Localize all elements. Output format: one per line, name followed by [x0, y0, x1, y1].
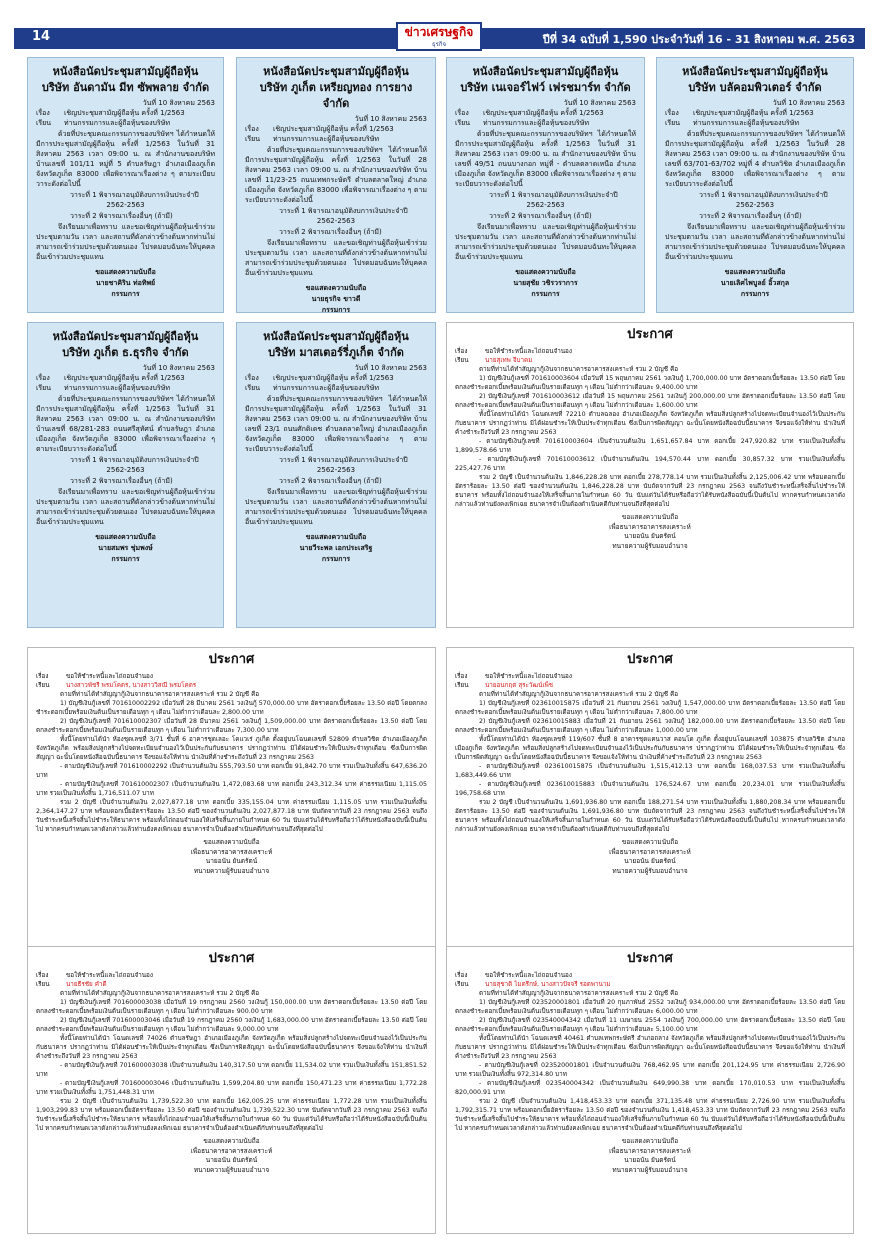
agenda-year: 2562-2563 — [106, 201, 145, 209]
signer-name: นายเลิศไพบูลย์ อิ้วสกุล — [720, 279, 790, 287]
signer-role: ทนายความผู้รับมอบอำนาจ — [612, 1165, 688, 1174]
subject-text: เชิญประชุมสามัญผู้ถือหุ้น ครั้งที่ 1/2563 — [64, 109, 185, 117]
recipient-text: ท่านกรรมการและผู้ถือหุ้นของบริษัท — [273, 135, 379, 143]
subject-row — [455, 971, 845, 980]
meeting-body: ด้วยที่ประชุมคณะกรรมการของบริษัทฯ ได้กำหนดให้มีการประชุมสามัญผู้ถือหุ้น ครั้งที่ 1/2563 ในวันที่ 31 สิงหาคม 2563 เวลา 09:00 น. ณ สำนักงานของบริษัท บ้านเลขที่ 23/1 ถนนศักดิเดช ตำบลตลาดใหญ่ อำเภอเมืองภูเก็ต จังหวัดภูเก็ต 83000 เพื่อพิจารณาเรื่องต่าง ๆ ตามระเบียบวาระดังต่อไปนี้ — [245, 395, 427, 453]
agenda-item-2: วาระที่ 2 พิจารณาเรื่องอื่นๆ (ถ้ามี) — [70, 477, 173, 485]
regards-text: ขอแสดงความนับถือ — [621, 1137, 679, 1145]
subject-row — [36, 971, 427, 980]
invitation-text: จึงเรียนมาเพื่อทราบ และขอเชิญท่านผู้ถือหุ้นเข้าร่วมประชุมตามวัน เวลา และสถานที่ดังกล่าวข้างต้นหากท่านไม่สามารถเข้าร่วมประชุมด้วยตนเอง โปรดมอบฉันทะให้บุคคลอื่นเข้าร่วมประชุมแทน — [665, 223, 845, 261]
recipient-label: เรียน — [665, 119, 681, 127]
signature-block — [36, 267, 215, 300]
signer-name: นายอนัน ยันตรัตน์ — [205, 857, 258, 865]
balance-account-1: - ตามบัญชีเงินกู้เลขที่ 023610015875 เป็นจำนวนต้นเงิน 1,515,412.13 บาท ดอกเบี้ย 168,037.53 บาท รวมเป็นเงินทั้งสิ้น 1,683,449.66 บาท — [455, 763, 845, 779]
recipient-row — [245, 383, 427, 393]
recipient-row — [665, 118, 845, 128]
regards-text: ขอแสดงความนับถือ — [95, 533, 156, 541]
signer-name: นายสุชัย วชิรวราการ — [513, 279, 578, 287]
agenda-item-2: วาระที่ 2 พิจารณาเรื่องอื่นๆ (ถ้ามี) — [489, 212, 592, 220]
recipient-text: ท่านกรรมการและผู้ถือหุ้นของบริษัท — [483, 119, 589, 127]
recipient-row — [455, 356, 845, 365]
agenda-year: 2562-2563 — [106, 466, 145, 474]
invitation-text: จึงเรียนมาเพื่อทราบ และขอเชิญท่านผู้ถือหุ้นเข้าร่วมประชุมตามวัน เวลา และสถานที่ดังกล่าวข้างต้นหากท่านไม่สามารถเข้าร่วมประชุมด้วยตนเอง โปรดมอบฉันทะให้บุคคลอื่นเข้าร่วมประชุมแทน — [36, 223, 215, 261]
total-balance: รวม 2 บัญชี เป็นจำนวนต้นเงิน 1,418,453.33 บาท ดอกเบี้ย 371,135.48 บาท ค่าธรรมเนียม 2,726.90 บาท รวมเป็นเงินทั้งสิ้น 1,792,315.71 บาท พร้อมดอกเบี้ยอัตราร้อยละ 13.50 ต่อปี ของจำนวนต้นเงิน 1,418,453.33 บาท นับถัดจากวันที่ 23 กรกฎาคม 2563 จนถึงวันชำระหนี้เสร็จสิ้นไปชำระให้ธนาคาร พร้อมทั้งไถ่ถอนจำนองให้เสร็จสิ้นภายในกำหนด 60 วัน นับแต่วันได้รับหรือถือว่าได้รับหนังสือฉบับนี้เป็นต้นไป หากครบกำหนดเวลาดังกล่าวแล้วท่านยังคงเพิกเฉย ธนาคารจำเป็นต้องดำเนินคดีกับท่านจนถึงที่สุดต่อไป — [455, 1098, 845, 1132]
recipient-row — [36, 118, 215, 128]
subject-row — [455, 108, 636, 118]
invitation-text: จึงเรียนมาเพื่อทราบ และขอเชิญท่านผู้ถือหุ้นเข้าร่วมประชุมตามวัน เวลา และสถานที่ดังกล่าวข้างต้นหากท่านไม่สามารถเข้าร่วมประชุมด้วยตนเอง โปรดมอบฉันทะให้บุคคลอื่นเข้าร่วมประชุมแทน — [36, 488, 215, 526]
signature-block — [455, 1137, 845, 1175]
recipient-text: นายอนกฤต สุระวัฒน์เพ็ช — [485, 682, 554, 689]
recipient-text: นางสาวพัชรี พรมโคตร, นางสาววิสณี พรมโคตร — [66, 682, 197, 689]
loan-account-2: 2) บัญชีเงินกู้เลขที่ 023540004342 เมื่อวันที่ 11 เมษายน 2554 วงเงินกู้ 700,000.00 บาท อัตราดอกเบี้ยร้อยละ 13.50 ต่อปี โดยตกลงชำระดอกเบี้ยพร้อมเงินต้นเป็นรายเดือนทุก ๆ เดือน ไม่ต่ำกว่าเดือนละ 5,100.00 บาท — [455, 1017, 845, 1033]
meeting-notice-5 — [27, 322, 224, 628]
page-number: 14 — [32, 29, 51, 44]
bank-name: เพื่อธนาคารอาคารสงเคราะห์ — [609, 847, 691, 856]
meeting-notice-2 — [236, 57, 436, 313]
signature-block — [36, 1137, 427, 1175]
total-balance: รวม 2 บัญชี เป็นจำนวนต้นเงิน 1,846,228.28 บาท ดอกเบี้ย 278,778.14 บาท รวมเป็นเงินทั้งสิ้น 2,125,006.42 บาท พร้อมดอกเบี้ยอัตราร้อยละ 13.50 ต่อปี ของจำนวนต้นเงิน 1,846,228.28 บาท นับถัดจากวันที่ 23 กรกฎาคม 2563 จนถึงวันชำระหนี้เสร็จสิ้นไปชำระให้ธนาคาร พร้อมทั้งไถ่ถอนจำนองให้เสร็จสิ้นภายในกำหนด 60 วัน นับแต่วันได้รับหรือถือว่าได้รับหนังสือฉบับนี้เป็นต้นไป หากครบกำหนดเวลาดังกล่าวแล้วท่านยังคงเพิกเฉย ธนาคารจำเป็นต้องดำเนินคดีกับท่านจนถึงที่สุดต่อไป — [455, 474, 845, 508]
agenda-item-2: วาระที่ 2 พิจารณาเรื่องอื่นๆ (ถ้ามี) — [279, 228, 382, 236]
notice-title: ประกาศ — [627, 951, 673, 966]
signer-role: ทนายความผู้รับมอบอำนาจ — [612, 866, 688, 875]
subject-label: เรื่อง — [36, 109, 50, 117]
loan-account-1: 1) บัญชีเงินกู้เลขที่ 701600003038 เมื่อวันที่ 19 กรกฎาคม 2560 วงเงินกู้ 150,000.00 บาท อัตราดอกเบี้ยร้อยละ 13.50 ต่อปี โดยตกลงชำระดอกเบี้ยพร้อมเงินต้นเป็นรายเดือนทุก ๆ เดือน ไม่ต่ำกว่าเดือนละ 900.00 บาท — [36, 999, 427, 1015]
loan-account-2: 2) บัญชีเงินกู้เลขที่ 701610003612 เมื่อวันที่ 15 พฤษภาคม 2561 วงเงินกู้ 200,000.00 บาท อัตราดอกเบี้ยร้อยละ 13.50 ต่อปี โดยตกลงชำระดอกเบี้ยพร้อมเงินต้นเป็นรายเดือนทุก ๆ เดือน ไม่ต่ำกว่าเดือนละ 1,600.00 บาท — [455, 393, 845, 409]
subject-label: เรื่อง — [245, 374, 259, 382]
signer-name: นายอนัน ยันตรัตน์ — [624, 1156, 676, 1164]
balance-account-1: - ตามบัญชีเงินกู้เลขที่ 701600003038 เป็นจำนวนต้นเงิน 140,317.50 บาท ดอกเบี้ย 11,534.02 บาท รวมเป็นเงินทั้งสิ้น 151,851.52 บาท — [36, 1062, 427, 1078]
recipient-label: เรียน — [455, 119, 471, 127]
subject-text: ขอให้ชำระหนี้และไถ่ถอนจำนอง — [66, 673, 153, 680]
regards-text: ขอแสดงความนับถือ — [203, 838, 260, 846]
signer-name: นายอนัน ยันตรัตน์ — [624, 532, 676, 540]
recipient-text: นายธีรชัย คำดี — [66, 981, 107, 988]
recipient-label: เรียน — [36, 682, 50, 689]
recipient-row — [36, 980, 427, 989]
recipient-row — [455, 118, 636, 128]
recipient-text: ท่านกรรมการและผู้ถือหุ้นของบริษัท — [64, 119, 170, 127]
balance-account-2: - ตามบัญชีเงินกู้เลขที่ 023540004342 เป็นจำนวนต้นเงิน 649,990.38 บาท ดอกเบี้ย 170,010.53 บาท รวมเป็นเงินทั้งสิ้น 820,000.91 บาท — [455, 1080, 845, 1096]
subject-text: เชิญประชุมสามัญผู้ถือหุ้น ครั้งที่ 1/2563 — [64, 374, 185, 382]
regards-text: ขอแสดงความนับถือ — [724, 268, 786, 276]
balance-account-2: - ตามบัญชีเงินกู้เลขที่ 701600003046 เป็นจำนวนต้นเงิน 1,599,204.80 บาท ดอกเบี้ย 150,471.23 บาท ค่าธรรมเนียม 1,772.28 บาท รวมเป็นเงินทั้งสิ้น 1,751,448.31 บาท — [36, 1080, 427, 1096]
subject-text: เชิญประชุมสามัญผู้ถือหุ้น ครั้งที่ 1/2563 — [273, 374, 394, 382]
loan-account-2: 2) บัญชีเงินกู้เลขที่ 023610015883 เมื่อวันที่ 21 กันยายน 2561 วงเงินกู้ 182,000.00 บาท อัตราดอกเบี้ยร้อยละ 13.50 ต่อปี โดยตกลงชำระดอกเบี้ยพร้อมเงินต้นเป็นรายเดือนทุก ๆ เดือน ไม่ต่ำกว่าเดือนละ 1,000.00 บาท — [455, 718, 845, 734]
signature-block — [455, 267, 636, 300]
agenda-item-1: วาระที่ 1 พิจารณาอนุมัติงบการเงินประจำปี — [489, 191, 618, 199]
subject-row — [245, 124, 427, 134]
signer-role: กรรมการ — [111, 290, 140, 298]
subject-row — [36, 672, 427, 681]
agenda-item-2: วาระที่ 2 พิจารณาเรื่องอื่นๆ (ถ้ามี) — [279, 477, 382, 485]
signer-name: นายชาคิริน ท่อทิพย์ — [95, 279, 156, 287]
recipient-text: นายสุชาติ ไมตรีกษ์, นางสาวปัจจรี รอดพานาม — [485, 981, 611, 988]
balance-account-2: - ตามบัญชีเงินกู้เลขที่ 701610003612 เป็นจำนวนต้นเงิน 194,570.44 บาท ดอกเบี้ย 30,857.32 บาท รวมเป็นเงินทั้งสิ้น 225,427.76 บาท — [455, 456, 845, 472]
company-name: บริษัท ภูเก็ต เหรียญทอง การยาง จำกัด — [259, 81, 413, 110]
notice-title: ประกาศ — [208, 652, 255, 667]
mortgage-notice-3 — [446, 647, 854, 952]
agenda-item-1: วาระที่ 1 พิจารณาอนุมัติงบการเงินประจำปี — [279, 456, 408, 464]
signer-name: นายอนัน ยันตรัตน์ — [205, 1156, 258, 1164]
subject-text: ขอให้ชำระหนี้และไถ่ถอนจำนอง — [485, 972, 572, 979]
subject-text: ขอให้ชำระหนี้และไถ่ถอนจำนอง — [66, 972, 153, 979]
notice-title: ประกาศ — [627, 327, 673, 342]
regards-text: ขอแสดงความนับถือ — [515, 268, 576, 276]
loan-account-2: 2) บัญชีเงินกู้เลขที่ 701600003046 เมื่อวันที่ 19 กรกฎาคม 2560 วงเงินกู้ 1,683,000.00 บาท อัตราดอกเบี้ยร้อยละ 13.50 ต่อปี โดยตกลงชำระดอกเบี้ยพร้อมเงินต้นเป็นรายเดือนทุก ๆ เดือน ไม่ต่ำกว่าเดือนละ 9,000.00 บาท — [36, 1017, 427, 1033]
recipient-label: เรียน — [455, 357, 469, 364]
mortgage-notice-1 — [446, 322, 854, 628]
mortgage-notice-2 — [27, 647, 436, 952]
subject-row — [665, 108, 845, 118]
subject-row — [36, 108, 215, 118]
meeting-title: หนังสือนัดประชุมสามัญผู้ถือหุ้น — [52, 65, 199, 78]
company-name: บริษัท อันดามัน มีท ซัพพลาย จำกัด — [41, 81, 210, 94]
signer-role: ทนายความผู้รับมอบอำนาจ — [612, 541, 688, 550]
signature-block — [36, 532, 215, 565]
meeting-title: หนังสือนัดประชุมสามัญผู้ถือหุ้น — [52, 330, 199, 343]
loan-account-1: 1) บัญชีเงินกู้เลขที่ 701610003604 เมื่อวันที่ 15 พฤษภาคม 2561 วงเงินกู้ 1,700,000.00 บาท อัตราดอกเบี้ยร้อยละ 13.50 ต่อปี โดยตกลงชำระดอกเบี้ยพร้อมเงินต้นเป็นรายเดือนทุก ๆ เดือน ไม่ต่ำกว่าเดือนละ 9,400.00 บาท — [455, 375, 845, 391]
recipient-row — [455, 681, 845, 690]
agenda-item-2: วาระที่ 2 พิจารณาเรื่องอื่นๆ (ถ้ามี) — [70, 212, 173, 220]
invitation-text: จึงเรียนมาเพื่อทราบ และขอเชิญท่านผู้ถือหุ้นเข้าร่วมประชุมตามวัน เวลา และสถานที่ดังกล่าวข้างต้นหากท่านไม่สามารถเข้าร่วมประชุมด้วยตนเอง โปรดมอบฉันทะให้บุคคลอื่นเข้าร่วมประชุมแทน — [245, 239, 427, 277]
agenda-item-1: วาระที่ 1 พิจารณาอนุมัติงบการเงินประจำปี — [699, 191, 828, 199]
notice-title: ประกาศ — [208, 951, 255, 966]
meeting-date: วันที่ 10 สิงหาคม 2563 — [142, 364, 215, 372]
agenda-year: 2562-2563 — [316, 466, 356, 474]
recipient-label: เรียน — [245, 384, 261, 392]
recipient-text: ท่านกรรมการและผู้ถือหุ้นของบริษัท — [273, 384, 379, 392]
subject-text: ขอให้ชำระหนี้และไถ่ถอนจำนอง — [485, 348, 572, 355]
issue-info: ปีที่ 34 ฉบับที่ 1,590 ประจำวันที่ 16 - 31 สิงหาคม พ.ศ. 2563 — [542, 33, 855, 46]
recipient-row — [245, 134, 427, 144]
balance-account-1: - ตามบัญชีเงินกู้เลขที่ 023520001801 เป็นจำนวนต้นเงิน 768,462.95 บาท ดอกเบี้ย 201,124.95 บาท ค่าธรรมเนียม 2,726.90 บาท รวมเป็นเงินทั้งสิ้น 972,314.80 บาท — [455, 1062, 845, 1078]
subject-text: เชิญประชุมสามัญผู้ถือหุ้น ครั้งที่ 1/2563 — [483, 109, 604, 117]
signature-block — [455, 513, 845, 551]
meeting-notice-6 — [236, 322, 436, 628]
signature-block — [245, 532, 427, 565]
meeting-body: ด้วยที่ประชุมคณะกรรมการของบริษัทฯ ได้กำหนดให้มีการประชุมสามัญผู้ถือหุ้น ครั้งที่ 1/2563 ในวันที่ 31 สิงหาคม 2563 เวลา 09:00 น. ณ สำนักงานของบริษัท บ้านเลขที่ 49/51 ถนนบางกอก หมู่ที่ - ตำบลตลาดเหนือ อำเภอเมืองภูเก็ต จังหวัดภูเก็ต 83000 เพื่อพิจารณาเรื่องต่าง ๆ ตามระเบียบวาระดังต่อไปนี้ — [455, 130, 636, 188]
collateral-text: ทั้งนี้โดยท่านได้นำ โฉนดเลขที่ 40461 ตำบลเทพกระษัตรี อำเภอถลาง จังหวัดภูเก็ต พร้อมสิ่งปลูกสร้างไปจดทะเบียนจำนองไว้เป็นประกันกับธนาคาร ปรากฏว่าท่าน มิได้ผ่อนชำระให้เป็นประจำทุกเดือน ซึ่งเป็นการผิดสัญญา ฉะนั้นโดยหนังสือฉบับนี้ธนาคาร จึงขอแจ้งให้ท่าน นำเงินที่ค้างชำระถึงวันที่ 23 กรกฎาคม 2563 — [455, 1035, 845, 1060]
company-name: บริษัท บลัคอมพิวเตอร์ จำกัด — [688, 81, 822, 94]
subject-label: เรื่อง — [455, 109, 469, 117]
signer-name: นายธุรกิจ ขาวดี — [311, 295, 361, 303]
invitation-text: จึงเรียนมาเพื่อทราบ และขอเชิญท่านผู้ถือหุ้นเข้าร่วมประชุมตามวัน เวลา และสถานที่ดังกล่าวข้างต้นหากท่านไม่สามารถเข้าร่วมประชุมด้วยตนเอง โปรดมอบฉันทะให้บุคคลอื่นเข้าร่วมประชุมแทน — [455, 223, 636, 261]
total-balance: รวม 2 บัญชี เป็นจำนวนต้นเงิน 1,691,936.80 บาท ดอกเบี้ย 188,271.54 บาท รวมเป็นเงินทั้งสิ้น 1,880,208.34 บาท พร้อมดอกเบี้ยอัตราร้อยละ 13.50 ต่อปี ของจำนวนต้นเงิน 1,691,936.80 บาท นับถัดจากวันที่ 23 กรกฎาคม 2563 จนถึงวันชำระหนี้เสร็จสิ้นไปชำระให้ธนาคาร พร้อมทั้งไถ่ถอนจำนองให้เสร็จสิ้นภายในกำหนด 60 วัน นับแต่วันได้รับหรือถือว่าได้รับหนังสือฉบับนี้เป็นต้นไป หากครบกำหนดเวลาดังกล่าวแล้วท่านยังคงเพิกเฉย ธนาคารจำเป็นต้องดำเนินคดีกับท่านจนถึงที่สุดต่อไป — [455, 799, 845, 833]
balance-account-2: - ตามบัญชีเงินกู้เลขที่ 701610002307 เป็นจำนวนต้นเงิน 1,472,083.68 บาท ดอกเบี้ย 243,312.34 บาท ค่าธรรมเนียม 1,115.05 บาท รวมเป็นเงินทั้งสิ้น 1,716,511.07 บาท — [36, 781, 427, 797]
subject-label: เรื่อง — [665, 109, 679, 117]
loan-intro: ตามที่ท่านได้ทำสัญญากู้เงินจากธนาคารอาคารสงเคราะห์ รวม 2 บัญชี คือ — [479, 691, 679, 698]
invitation-text: จึงเรียนมาเพื่อทราบ และขอเชิญท่านผู้ถือหุ้นเข้าร่วมประชุมตามวัน เวลา และสถานที่ดังกล่าวข้างต้นหากท่านไม่สามารถเข้าร่วมประชุมด้วยตนเอง โปรดมอบฉันทะให้บุคคลอื่นเข้าร่วมประชุมแทน — [245, 488, 427, 526]
loan-intro: ตามที่ท่านได้ทำสัญญากู้เงินจากธนาคารอาคารสงเคราะห์ รวม 2 บัญชี คือ — [479, 366, 679, 373]
subject-label: เรื่อง — [36, 673, 49, 680]
subject-text: เชิญประชุมสามัญผู้ถือหุ้น ครั้งที่ 1/2563 — [273, 125, 394, 133]
meeting-notice-1 — [27, 57, 224, 313]
bank-name: เพื่อธนาคารอาคารสงเคราะห์ — [190, 1146, 273, 1155]
agenda-year: 2562-2563 — [735, 201, 775, 209]
total-balance: รวม 2 บัญชี เป็นจำนวนต้นเงิน 1,739,522.30 บาท ดอกเบี้ย 162,005.25 บาท ค่าธรรมเนียม 1,772.28 บาท รวมเป็นเงินทั้งสิ้น 1,903,299.83 บาท พร้อมดอกเบี้ยอัตราร้อยละ 13.50 ต่อปี ของจำนวนต้นเงิน 1,739,522.30 บาท นับถัดจากวันที่ 23 กรกฎาคม 2563 จนถึงวันชำระหนี้เสร็จสิ้นไปชำระให้ธนาคาร พร้อมทั้งไถ่ถอนจำนองให้เสร็จสิ้นภายในกำหนด 60 วัน นับแต่วันได้รับหรือถือว่าได้รับหนังสือฉบับนี้เป็นต้นไป หากครบกำหนดเวลาดังกล่าวแล้วท่านยังคงเพิกเฉย ธนาคารจำเป็นต้องดำเนินคดีกับท่านจนถึงที่สุดต่อไป — [36, 1098, 427, 1132]
recipient-label: เรียน — [245, 135, 261, 143]
subject-label: เรื่อง — [455, 972, 468, 979]
company-name: บริษัท มาสเตอร์รี่ภูเก็ต จำกัด — [268, 346, 404, 359]
newspaper-logo — [396, 22, 482, 51]
signer-name: นายอนัน ยันตรัตน์ — [624, 857, 676, 865]
meeting-title: หนังสือนัดประชุมสามัญผู้ถือหุ้น — [472, 65, 619, 78]
collateral-text: ทั้งนี้โดยท่านได้นำ โฉนดเลขที่ 74026 ตำบลรัษฎา อำเภอเมืองภูเก็ต จังหวัดภูเก็ต พร้อมสิ่งปลูกสร้างไปจดทะเบียนจำนองไว้เป็นประกันกับธนาคาร ปรากฏว่าท่าน มิได้ผ่อนชำระให้เป็นประจำทุกเดือน ซึ่งเป็นการผิดสัญญา ฉะนั้นโดยหนังสือฉบับนี้ธนาคาร จึงขอแจ้งให้ท่าน นำเงินที่ค้างชำระถึงวันที่ 23 กรกฎาคม 2563 — [36, 1035, 427, 1060]
logo-sub-text: ธุรกิจ — [431, 41, 447, 48]
meeting-date: วันที่ 10 สิงหาคม 2563 — [142, 99, 215, 107]
recipient-row — [36, 383, 215, 393]
recipient-label: เรียน — [36, 119, 52, 127]
total-balance: รวม 2 บัญชี เป็นจำนวนต้นเงิน 2,027,877.18 บาท ดอกเบี้ย 335,155.04 บาท ค่าธรรมเนียม 1,115.05 บาท รวมเป็นเงินทั้งสิ้น 2,364,147.27 บาท พร้อมดอกเบี้ยอัตราร้อยละ 13.50 ต่อปี ของจำนวนต้นเงิน 2,027,877.18 บาท นับถัดจากวันที่ 23 กรกฎาคม 2563 จนถึงวันชำระหนี้เสร็จสิ้นไปชำระให้ธนาคาร พร้อมทั้งไถ่ถอนจำนองให้เสร็จสิ้นภายในกำหนด 60 วัน นับแต่วันได้รับหรือถือว่าได้รับหนังสือฉบับนี้เป็นต้นไป หากครบกำหนดเวลาดังกล่าวแล้วท่านยังคงเพิกเฉย ธนาคารจำเป็นต้องดำเนินคดีกับท่านจนถึงที่สุดต่อไป — [36, 799, 427, 833]
recipient-row — [455, 980, 845, 989]
signer-role: กรรมการ — [111, 555, 140, 563]
subject-text: เชิญประชุมสามัญผู้ถือหุ้น ครั้งที่ 1/2563 — [693, 109, 814, 117]
signer-role: ทนายความผู้รับมอบอำนาจ — [193, 866, 270, 875]
loan-account-1: 1) บัญชีเงินกู้เลขที่ 023520001801 เมื่อวันที่ 20 กุมภาพันธ์ 2552 วงเงินกู้ 934,000.00 บาท อัตราดอกเบี้ยร้อยละ 13.50 ต่อปี โดยตกลงชำระดอกเบี้ยพร้อมเงินต้นเป็นรายเดือนทุก ๆ เดือน ไม่ต่ำกว่าเดือนละ 6,000.00 บาท — [455, 999, 845, 1015]
agenda-year: 2562-2563 — [316, 217, 356, 225]
subject-row — [245, 373, 427, 383]
regards-text: ขอแสดงความนับถือ — [305, 284, 367, 292]
agenda-item-2: วาระที่ 2 พิจารณาเรื่องอื่นๆ (ถ้ามี) — [699, 212, 802, 220]
signature-block — [36, 838, 427, 876]
balance-account-1: - ตามบัญชีเงินกู้เลขที่ 701610003604 เป็นจำนวนต้นเงิน 1,651,657.84 บาท ดอกเบี้ย 247,920.82 บาท รวมเป็นเงินทั้งสิ้น 1,899,578.66 บาท — [455, 438, 845, 454]
balance-account-1: - ตามบัญชีเงินกู้เลขที่ 701610002292 เป็นจำนวนต้นเงิน 555,793.50 บาท ดอกเบี้ย 91,842.70 บาท รวมเป็นเงินทั้งสิ้น 647,636.20 บาท — [36, 763, 427, 779]
recipient-text: นายสุเทพ จีบาคม — [485, 357, 533, 364]
company-name: บริษัท ภูเก็ต ธ.ธุรกิจ จำกัด — [62, 346, 189, 359]
signer-role: กรรมการ — [321, 306, 351, 313]
bank-name: เพื่อธนาคารอาคารสงเคราะห์ — [190, 847, 273, 856]
regards-text: ขอแสดงความนับถือ — [95, 268, 156, 276]
recipient-text: ท่านกรรมการและผู้ถือหุ้นของบริษัท — [693, 119, 799, 127]
regards-text: ขอแสดงความนับถือ — [305, 533, 367, 541]
bank-name: เพื่อธนาคารอาคารสงเคราะห์ — [609, 1146, 691, 1155]
subject-row — [36, 373, 215, 383]
signature-block — [455, 838, 845, 876]
recipient-label: เรียน — [36, 981, 50, 988]
subject-row — [455, 672, 845, 681]
signature-block — [665, 267, 845, 300]
bank-name: เพื่อธนาคารอาคารสงเคราะห์ — [609, 522, 691, 531]
recipient-row — [36, 681, 427, 690]
subject-label: เรื่อง — [36, 374, 50, 382]
meeting-date: วันที่ 10 สิงหาคม 2563 — [354, 115, 427, 123]
mortgage-notice-4 — [27, 946, 436, 1234]
signer-role: กรรมการ — [531, 290, 560, 298]
recipient-label: เรียน — [455, 981, 469, 988]
meeting-body: ด้วยที่ประชุมคณะกรรมการของบริษัทฯ ได้กำหนดให้มีการประชุมสามัญผู้ถือหุ้น ครั้งที่ 1/2563 ในวันที่ 31 สิงหาคม 2563 เวลา 09:00 น. ณ สำนักงานของบริษัท บ้านเลขที่ 101/11 หมู่ที่ 5 ตำบลรัษฎา อำเภอเมืองภูเก็ต จังหวัดภูเก็ต 83000 เพื่อพิจารณาเรื่องต่าง ๆ ตามระเบียบ วาระดังต่อไปนี้ — [36, 130, 215, 188]
mortgage-notice-5 — [446, 946, 854, 1234]
balance-account-2: - ตามบัญชีเงินกู้เลขที่ 023610015883 เป็นจำนวนต้นเงิน 176,524.67 บาท ดอกเบี้ย 20,234.01 บาท รวมเป็นเงินทั้งสิ้น 196,758.68 บาท — [455, 781, 845, 797]
agenda-item-1: วาระที่ 1 พิจารณาอนุมัติงบการเงินประจำปี — [70, 456, 199, 464]
signer-role: กรรมการ — [740, 290, 770, 298]
subject-label: เรื่อง — [36, 972, 49, 979]
meeting-title: หนังสือนัดประชุมสามัญผู้ถือหุ้น — [263, 330, 409, 343]
meeting-body: ด้วยที่ประชุมคณะกรรมการของบริษัทฯ ได้กำหนดให้มีการประชุมสามัญผู้ถือหุ้น ครั้งที่ 1/2563 ในวันที่ 28 สิงหาคม 2563 เวลา 09:00 น. ณ สำนักงานของบริษัท บ้านเลขที่ 11/23-25 ถนนเทพกระษัตรี ตำบลตลาดใหญ่ อำเภอเมืองภูเก็ต จังหวัดภูเก็ต 83000 เพื่อพิจารณาเรื่องต่าง ๆ ตามระเบียบวาระดังต่อไปนี้ — [245, 146, 427, 204]
meeting-title: หนังสือนัดประชุมสามัญผู้ถือหุ้น — [263, 65, 409, 78]
recipient-text: ท่านกรรมการและผู้ถือหุ้นของบริษัท — [64, 384, 170, 392]
loan-account-1: 1) บัญชีเงินกู้เลขที่ 701610002292 เมื่อวันที่ 28 มีนาคม 2561 วงเงินกู้ 570,000.00 บาท อัตราดอกเบี้ยร้อยละ 13.50 ต่อปี โดยตกลงชำระดอกเบี้ยพร้อมเงินต้นเป็นรายเดือนทุก ๆ เดือน ไม่ต่ำกว่าเดือนละ 2,800.00 บาท — [36, 700, 427, 716]
agenda-item-1: วาระที่ 1 พิจารณาอนุมัติงบการเงินประจำปี — [279, 207, 408, 215]
meeting-body: ด้วยที่ประชุมคณะกรรมการของบริษัทฯ ได้กำหนดให้มีการประชุมสามัญผู้ถือหุ้น ครั้งที่ 1/2563 ในวันที่ 31 สิงหาคม 2563 เวลา 09:00 น. ณ สำนักงานของบริษัท บ้านเลขที่ 68/281-283 ถนนศรีสุทัศน์ ตำบลรัษฎา อำเภอเมืองภูเก็ต จังหวัดภูเก็ต 83000 เพื่อพิจารณาเรื่องต่าง ๆ ตามระเบียบวาระดังต่อไปนี้ — [36, 395, 215, 453]
meeting-title: หนังสือนัดประชุมสามัญผู้ถือหุ้น — [682, 65, 828, 78]
subject-text: ขอให้ชำระหนี้และไถ่ถอนจำนอง — [485, 673, 572, 680]
loan-intro: ตามที่ท่านได้ทำสัญญากู้เงินจากธนาคารอาคารสงเคราะห์ รวม 2 บัญชี คือ — [60, 691, 260, 698]
subject-label: เรื่อง — [455, 348, 468, 355]
signer-role: ทนายความผู้รับมอบอำนาจ — [193, 1165, 270, 1174]
loan-intro: ตามที่ท่านได้ทำสัญญากู้เงินจากธนาคารอาคารสงเคราะห์ รวม 2 บัญชี คือ — [60, 990, 260, 997]
signer-name: นายสมพร ชุ่มพงษ์ — [98, 544, 153, 552]
regards-text: ขอแสดงความนับถือ — [621, 838, 679, 846]
regards-text: ขอแสดงความนับถือ — [621, 513, 679, 521]
meeting-date: วันที่ 10 สิงหาคม 2563 — [772, 99, 845, 107]
regards-text: ขอแสดงความนับถือ — [203, 1137, 260, 1145]
signature-block — [245, 283, 427, 313]
loan-account-2: 2) บัญชีเงินกู้เลขที่ 701610002307 เมื่อวันที่ 28 มีนาคม 2561 วงเงินกู้ 1,509,000.00 บาท อัตราดอกเบี้ยร้อยละ 13.50 ต่อปี โดยตกลงชำระดอกเบี้ยพร้อมเงินต้นเป็นรายเดือนทุก ๆ เดือน ไม่ต่ำกว่าเดือนละ 7,300.00 บาท — [36, 718, 427, 734]
collateral-text: ทั้งนี้โดยท่านได้นำ ห้องชุดเลขที่ 119/607 ชั้นที่ 8 อาคารชุดแคนวาส คอนโด ภูเก็ต ตั้งอยู่บนโฉนดเลขที่ 103875 ตำบลวิชิต อำเภอเมืองภูเก็ต จังหวัดภูเก็ต พร้อมสิ่งปลูกสร้างไปจดทะเบียนจำนองไว้เป็นประกันกับธนาคาร ปรากฏว่าท่าน มิได้ผ่อนชำระให้เป็นประจำทุกเดือน ซึ่งเป็นการผิดสัญญา ฉะนั้นโดยหนังสือฉบับนี้ธนาคาร จึงขอแจ้งให้ท่าน นำเงินที่ค้างชำระถึงวันที่ 23 กรกฎาคม 2563 — [455, 736, 845, 761]
logo-main-text: ข่าวเศรษฐกิจ — [404, 25, 474, 39]
meeting-body: ด้วยที่ประชุมคณะกรรมการของบริษัทฯ ได้กำหนดให้มีการประชุมสามัญผู้ถือหุ้น ครั้งที่ 1/2563 ในวันที่ 28 สิงหาคม 2563 เวลา 09:00 น. ณ สำนักงานของบริษัท บ้านเลขที่ 63/701-63/702 หมู่ที่ 4 ตำบลวิชิต อำเภอเมืองภูเก็ต จังหวัดภูเก็ต 83000 เพื่อพิจารณาเรื่องต่าง ๆ ตามระเบียบวาระดังต่อไปนี้ — [665, 130, 845, 188]
signer-name: นายวีระพล เอกประเสริฐ — [299, 544, 373, 552]
loan-account-1: 1) บัญชีเงินกู้เลขที่ 023610015875 เมื่อวันที่ 21 กันยายน 2561 วงเงินกู้ 1,547,000.00 บาท อัตราดอกเบี้ยร้อยละ 13.50 ต่อปี โดยตกลงชำระดอกเบี้ยพร้อมเงินต้นเป็นรายเดือนทุก ๆ เดือน ไม่ต่ำกว่าเดือนละ 7,800.00 บาท — [455, 700, 845, 716]
meeting-notice-4 — [656, 57, 854, 313]
recipient-label: เรียน — [36, 384, 52, 392]
notice-title: ประกาศ — [627, 652, 673, 667]
meeting-date: วันที่ 10 สิงหาคม 2563 — [563, 99, 636, 107]
agenda-year: 2562-2563 — [526, 201, 565, 209]
loan-intro: ตามที่ท่านได้ทำสัญญากู้เงินจากธนาคารอาคารสงเคราะห์ รวม 2 บัญชี คือ — [479, 990, 679, 997]
collateral-text: ทั้งนี้โดยท่านได้นำ โฉนดเลขที่ 72210 ตำบลฉลอง อำเภอเมืองภูเก็ต จังหวัดภูเก็ต พร้อมสิ่งปลูกสร้างไปจดทะเบียนจำนองไว้เป็นประกันกับธนาคาร ปรากฏว่าท่าน มิได้ผ่อนชำระให้เป็นประจำทุกเดือน ซึ่งเป็นการผิดสัญญา ฉะนั้นโดยหนังสือฉบับนี้ธนาคาร จึงขอแจ้งให้ท่าน นำเงินที่ค้างชำระถึงวันที่ 23 กรกฎาคม 2563 — [455, 411, 845, 436]
meeting-date: วันที่ 10 สิงหาคม 2563 — [354, 364, 427, 372]
subject-label: เรื่อง — [245, 125, 259, 133]
subject-row — [455, 347, 845, 356]
company-name: บริษัท เนเจอร์ไฟว์ เฟรชมาร์ท จำกัด — [460, 81, 631, 94]
agenda-item-1: วาระที่ 1 พิจารณาอนุมัติงบการเงินประจำปี — [70, 191, 199, 199]
signer-role: กรรมการ — [321, 555, 351, 563]
meeting-notice-3 — [446, 57, 645, 313]
subject-label: เรื่อง — [455, 673, 468, 680]
recipient-label: เรียน — [455, 682, 469, 689]
collateral-text: ทั้งนี้โดยท่านได้นำ ห้องชุดเลขที่ 3/71 ชั้นที่ 6 อาคารชุดเลอะ โคแวเร่ ภูเก็ต ตั้งอยู่บนโฉนดเลขที่ 52809 ตำบลวิชิต อำเภอเมืองภูเก็ต จังหวัดภูเก็ต พร้อมสิ่งปลูกสร้างไปจดทะเบียนจำนองไว้เป็นประกันกับธนาคาร ปรากฏว่าท่าน มิได้ผ่อนชำระให้เป็นประจำทุกเดือน ซึ่งเป็นการผิดสัญญา ฉะนั้นโดยหนังสือฉบับนี้ธนาคาร จึงขอแจ้งให้ท่าน นำเงินที่ค้างชำระถึงวันที่ 23 กรกฎาคม 2563 — [36, 736, 427, 761]
